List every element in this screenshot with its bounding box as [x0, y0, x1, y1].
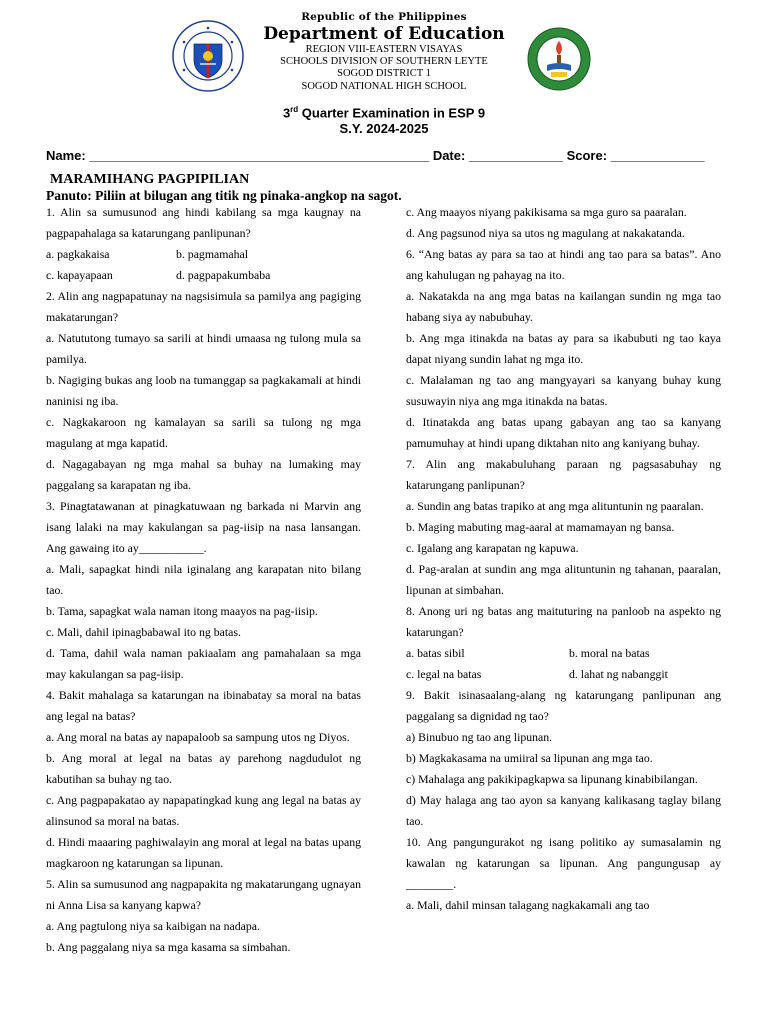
question-column-right [406, 202, 721, 916]
choice-option: a. batas sibil [406, 646, 465, 660]
choice-option: b. Ang mga itinakda na batas ay para sa ikabubuti ng tao kaya dapat niyang sundin lahat ng mga ito. [406, 331, 721, 366]
choice-option: a. Nakatakda na ang mga batas na kailangan sundin ng mga tao habang siya ay nabubuhay. [406, 289, 721, 324]
exam-title-ordinal: rd [290, 105, 299, 114]
question-stem: 6. “Ang batas ay para sa tao at hindi ang tao para sa batas”. Ano ang kahulugan ng pahayag na ito. [406, 247, 721, 282]
question-stem: 4. Bakit mahalaga sa katarungan na ibinabatay sa moral na batas ang legal na batas? [46, 688, 361, 723]
date-label: Date: [432, 148, 466, 163]
choice-option: b. moral na batas [569, 646, 650, 660]
choice-pair [46, 244, 361, 265]
choice-option: b. Nagiging bukas ang loob na tumanggap sa pagkakamali at hindi naninisi ng iba. [46, 373, 361, 408]
choice-option: c) Mahalaga ang pakikipagkapwa sa lipunang kinabibilangan. [406, 772, 698, 786]
question-stem: 3. Pinagtatawanan at pinagkatuwaan ng barkada ni Marvin ang isang lalaki na may kakulangan sa pag-iisip na nasa lansangan. Ang gawaing ito ay___________. [46, 499, 361, 555]
question-stem: 7. Alin ang makabuluhang paraan ng pagsasabuhay ng katarungang panlipunan? [406, 457, 721, 492]
region-line: REGION VIII-EASTERN VISAYAS [305, 44, 463, 55]
choice-option: a. Ang pagtulong niya sa kaibigan na nadapa. [46, 919, 260, 933]
choice-option: d. Tama, dahil wala naman pakiaalam ang pamahalaan sa mga may kakulangan sa pag-iisip. [46, 646, 361, 681]
choice-option: b. Ang paggalang niya sa mga kasama sa simbahan. [46, 940, 291, 954]
choice-pair [46, 265, 361, 286]
date-blank: _____________ [468, 148, 563, 163]
exam-title-text: Quarter Examination in ESP 9 [298, 105, 486, 121]
choice-option: d. pagpapakumbaba [176, 268, 271, 282]
choice-option: d. lahat ng nabanggit [569, 667, 668, 681]
question-stem: 9. Bakit isinasaalang-alang ng katarungang panlipunan ang paggalang sa dignidad ng tao? [406, 688, 721, 723]
choice-option: c. Igalang ang karapatan ng kapuwa. [406, 541, 579, 555]
choice-option: c. legal na batas [406, 667, 482, 681]
choice-option: d. Pag-aralan at sundin ang mga alituntunin ng tahanan, paaralan, lipunan at simbahan. [406, 562, 721, 597]
choice-option: b) Magkakasama na umiiral sa lipunan ang mga tao. [406, 751, 653, 765]
question-stem: 10. Ang pangungurakot ng isang politiko ay sumasalamin ng kawalan ng katarungan sa lipunan. Ang pangungusap ay ________. [406, 835, 721, 891]
school-line: SOGOD NATIONAL HIGH SCHOOL [301, 81, 467, 92]
choice-option: b. pagmamahal [176, 247, 249, 261]
choice-option: a. Natututong tumayo sa sarili at hindi umaasa ng tulong mula sa pamilya. [46, 331, 361, 366]
choice-option: d. Nagagabayan ng mga mahal sa buhay na lumaking may paggalang sa karapatan ng iba. [46, 457, 361, 492]
choice-option: a. Mali, dahil minsan talagang nagkakamali ang tao [406, 898, 650, 912]
division-line: SCHOOLS DIVISION OF SOUTHERN LEYTE [280, 56, 488, 67]
exam-title [0, 105, 768, 120]
choice-option: c. Nagkakaroon ng kamalayan sa sarili sa tulong ng mga magulang at mga kapatid. [46, 415, 361, 450]
choice-option: d. Hindi maaaring paghiwalayin ang moral at legal na batas upang magkaroon ng katarungan sa lipunan. [46, 835, 361, 870]
choice-pair [406, 643, 721, 664]
choice-option: c. Mali, dahil ipinagbabawal ito ng batas. [46, 625, 241, 639]
student-info-line [46, 148, 705, 163]
choice-option: b. Maging mabuting mag-aaral at mamamayan ng bansa. [406, 520, 675, 534]
choice-option: a. Sundin ang batas trapiko at ang mga alituntunin ng paaralan. [406, 499, 704, 513]
choice-option: b. Ang moral at legal na batas ay parehong nagdudulot ng kabutihan sa buhay ng tao. [46, 751, 361, 786]
republic-line: Republic of the Philippines [301, 11, 467, 23]
choice-pair [406, 664, 721, 685]
name-blank: _______________________________________________ [89, 148, 430, 163]
choice-option: a. Mali, sapagkat hindi nila iginalang ang karapatan nito bilang tao. [46, 562, 361, 597]
choice-option: d. Itinatakda ang batas upang gabayan ang tao sa kanyang pamumuhay at hindi upang diktahan nito ang kaniyang buhay. [406, 415, 721, 450]
name-label: Name: [46, 148, 86, 163]
district-line: SOGOD DISTRICT 1 [337, 68, 431, 79]
department-name: Department of Education [263, 24, 505, 44]
school-year: S.Y. 2024-2025 [339, 121, 429, 136]
question-stem: 2. Alin ang nagpapatunay na nagsisimula sa pamilya ang pagiging makatarungan? [46, 289, 361, 324]
choice-option: c. Malalaman ng tao ang mangyayari sa kanyang buhay kung susuwayin niya ang mga itinakda na batas. [406, 373, 721, 408]
section-title: MARAMIHANG PAGPIPILIAN [50, 172, 250, 187]
choice-option: c. Ang maayos niyang pakikisama sa mga guro sa paaralan. [406, 205, 687, 219]
choice-option: c. Ang pagpapakatao ay napapatingkad kung ang legal na batas ay alinsunod sa moral na batas. [46, 793, 361, 828]
choice-option: a) Binubuo ng tao ang lipunan. [406, 730, 553, 744]
score-blank: _____________ [610, 148, 705, 163]
question-stem: 5. Alin sa sumusunod ang nagpapakita ng makatarungang ugnayan ni Anna Lisa sa kanyang kapwa? [46, 877, 361, 912]
question-stem: 1. Alin sa sumusunod ang hindi kabilang sa mga kaugnay na pagpapahalaga sa katarungang panlipunan? [46, 205, 361, 240]
choice-option: a. Ang moral na batas ay napapaloob sa sampung utos ng Diyos. [46, 730, 350, 744]
choice-option: d) May halaga ang tao ayon sa kanyang kalikasang taglay bilang tao. [406, 793, 721, 828]
score-label: Score: [566, 148, 608, 163]
choice-option: b. Tama, sapagkat wala naman itong maayos na pag-iisip. [46, 604, 318, 618]
exam-title-number: 3 [282, 105, 291, 121]
choice-option: d. Ang pagsunod niya sa utos ng magulang at nakakatanda. [406, 226, 685, 240]
choice-option: a. pagkakaisa [46, 247, 110, 261]
choice-option: c. kapayapaan [46, 268, 113, 282]
question-column-left [46, 202, 361, 958]
section-directions: Panuto: Piliin at bilugan ang titik ng pinaka-angkop na sagot. [46, 188, 402, 203]
question-stem: 8. Anong uri ng batas ang maituturing na panloob na aspekto ng katarungan? [406, 604, 721, 639]
